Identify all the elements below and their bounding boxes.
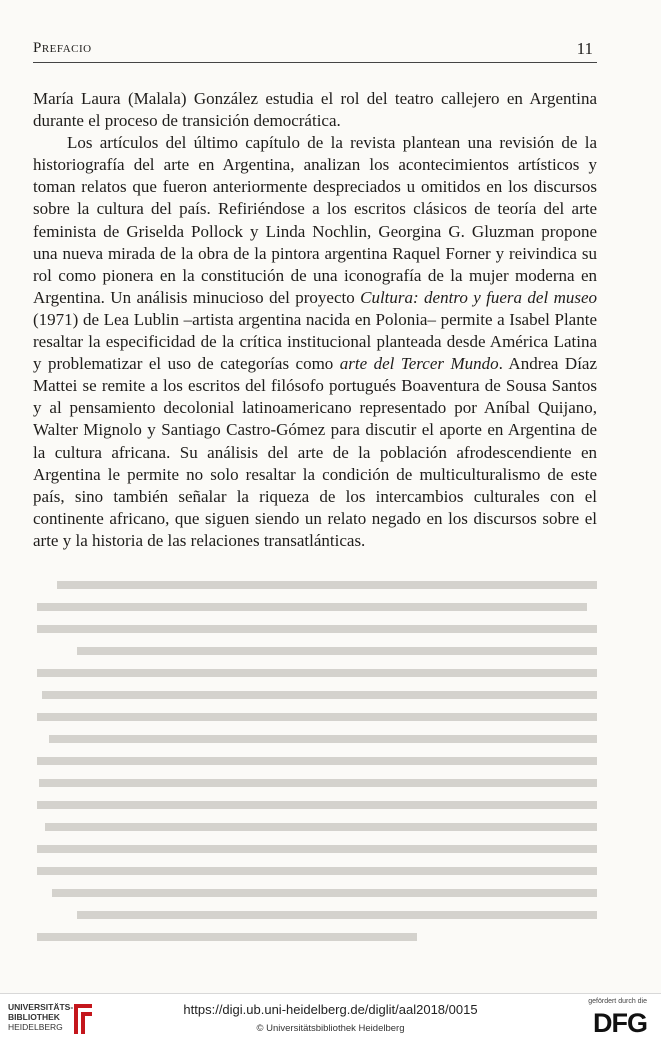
- library-name-line1: UNIVERSITÄTS-: [8, 1002, 74, 1012]
- dfg-caption: gefördert durch die: [588, 998, 647, 1005]
- italic-title: arte del Tercer Mundo: [339, 354, 499, 374]
- digitization-footer: [0, 993, 661, 1044]
- page-number: 11: [576, 39, 593, 58]
- show-through-lines: [33, 575, 597, 955]
- dfg-logo: DFG: [593, 1008, 647, 1038]
- show-through-text: [33, 575, 597, 955]
- text-run: . Andrea Díaz Mattei se remite a los escritos del filósofo portugués Boaventura de Sousa Santos y al pensamiento decolonial latinoamericano representado por Aníbal Quijano, Walter Mignolo y Santiago Castro-Gómez para discutir el aporte en Argentina de la cultura africana. Su análisis del arte de la población afrodescendiente en Argentina le permite no solo resaltar la condición de multiculturalismo de este país, sino también señalar la riqueza de los intercambios culturales con el continente africano, que siguen siendo un relato negado en los discursos sobre el arte y la historia de las relaciones transatlánticas.: [33, 354, 598, 550]
- permalink-url[interactable]: https://digi.ub.uni-heidelberg.de/diglit/aal2018/0015: [183, 1002, 478, 1017]
- italic-title: Cultura: dentro y fuera del museo: [360, 287, 598, 307]
- dfg-funding-logo[interactable]: [577, 998, 647, 1040]
- running-head: Prefacio: [33, 40, 92, 56]
- copyright-notice: © Universitätsbibliothek Heidelberg: [256, 1023, 405, 1034]
- paragraph-2: [33, 132, 597, 552]
- library-name-line2: BIBLIOTHEK: [8, 1012, 60, 1022]
- body-text: [33, 88, 597, 552]
- text-run: (1971) de Lea Lublin –artista argentina nacida en Polonia– permite a Isabel Plante resaltar la especificidad de la crítica institucional planteada desde América Latina y problematizar el uso de categorías como: [33, 309, 597, 374]
- page-header: [33, 40, 597, 63]
- paragraph-1: María Laura (Malala) González estudia el rol del teatro callejero en Argentina durante el proceso de transición democrática.: [33, 89, 597, 131]
- text-run: Los artículos del último capítulo de la revista plantean una revisión de la historiografía del arte en Argentina, analizan los acontecimientos artísticos y toman relatos que fueron anteriormente despreciados u omitidos en los discursos sobre la cultura del país. Refiriéndose a los escritos clásicos de teoría del arte feminista de Griselda Pollock y Linda Nochlin, Georgina G. Gluzman propone una nueva mirada de la obra de la pintora argentina Raquel Forner y reivindica su rol como pionera en la constitución de una iconografía de la mujer moderna en Argentina. Un análisis minucioso del proyecto: [33, 133, 597, 307]
- library-name-line3: HEIDELBERG: [8, 1022, 63, 1032]
